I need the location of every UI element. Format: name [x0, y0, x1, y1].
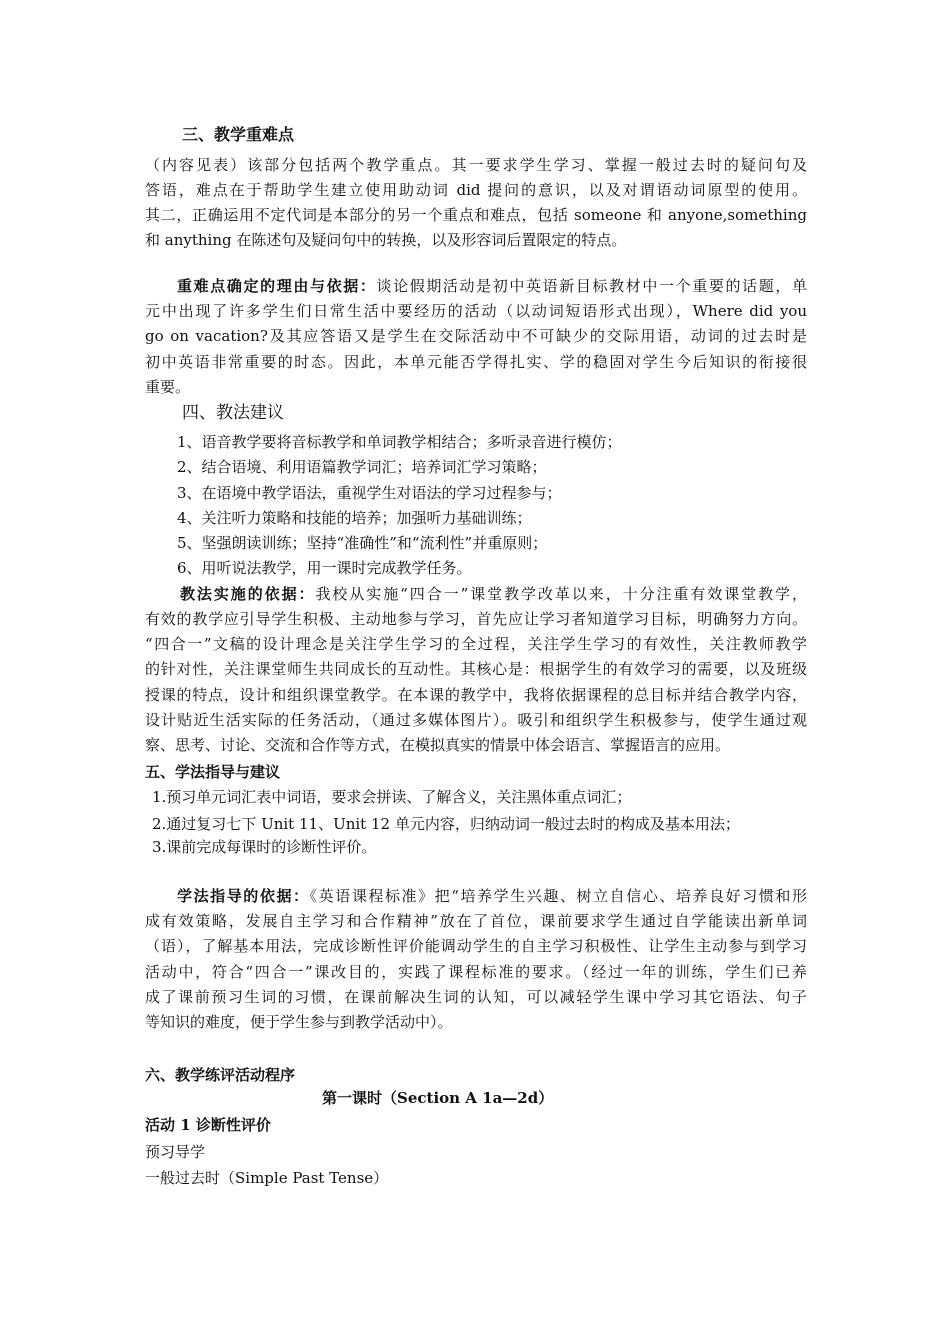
- method-basis-label: 教法实施的依据：: [180, 585, 316, 603]
- preview-label: 预习导学: [145, 1143, 206, 1161]
- sec3-paragraph-line: 其二，正确运用不定代词是本部分的另一个重点和难点，包括 someone 和 anyone,something: [145, 206, 807, 224]
- study-basis-line: 成了课前预习生词的习惯，在课前解决生词的认知，可以减轻学生课中学习其它语法、句子: [145, 988, 807, 1006]
- method-basis-line: 有效的教学应引导学生积极、主动地参与学习，首先应让学习者知道学习目标，明确努力方向。: [145, 610, 807, 628]
- reason-line: 初中英语非常重要的时态。因此，本单元能否学得扎实、学的稳固对学生今后知识的衔接很: [145, 353, 807, 371]
- reason-line: go on vacation?及其应答语又是学生在交际活动中不可缺少的交际用语，动词的过去时是: [145, 327, 807, 345]
- tense-label: 一般过去时（Simple Past Tense）: [145, 1169, 389, 1187]
- method-basis-line: 设计贴近生活实际的任务活动，（通过多媒体图片）。吸引和组织学生积极参与，使学生通过观: [145, 711, 807, 729]
- reason-line: 重要。: [145, 378, 191, 396]
- reason-first-line: [177, 276, 807, 296]
- method-item: 5、坚强朗读训练；坚持“准确性”和“流利性”并重原则；: [177, 534, 548, 552]
- activity-title: 活动 1 诊断性评价: [145, 1116, 271, 1134]
- section-4-heading: 四、教法建议: [182, 403, 284, 423]
- reason-text: 谈论假期活动是初中英语新目标教材中一个重要的话题，单: [376, 277, 807, 295]
- method-basis-line: 授课的特点，设计和组织课堂教学。在本课的教学中，我将依据课程的总目标并结合教学内容，: [145, 686, 807, 704]
- method-basis-line: “四合一”文稿的设计理念是关注学生学习的全过程，关注学生学习的有效性，关注教师教学: [145, 635, 807, 653]
- method-item: 3、在语境中教学语法，重视学生对语法的学习过程参与；: [177, 484, 562, 502]
- study-item: 2.通过复习七下 Unit 11、Unit 12 单元内容，归纳动词一般过去时的构成及基本用法；: [152, 815, 740, 833]
- method-item: 4、关注听力策略和技能的培养；加强听力基础训练；: [177, 509, 532, 527]
- sec3-paragraph-line: 和 anything 在陈述句及疑问句中的转换，以及形容词后置限定的特点。: [145, 231, 627, 249]
- study-basis-line: 成有效策略，发展自主学习和合作精神”放在了首位，课前要求学生通过自学能读出新单词: [145, 912, 807, 930]
- study-basis-first-line: [177, 886, 807, 906]
- study-basis-line: （语），了解基本用法，完成诊断性评价能调动学生的自主学习积极性、让学生主动参与到学习: [145, 937, 807, 955]
- sec3-paragraph-line: 答语，难点在于帮助学生建立使用助动词 did 提问的意识，以及对谓语动词原型的使用。: [145, 181, 807, 199]
- section-5-heading: 五、学法指导与建议: [145, 763, 281, 781]
- method-item: 6、用听说法教学，用一课时完成教学任务。: [177, 559, 472, 577]
- section-3-heading: 三、教学重难点: [182, 125, 295, 144]
- method-basis-text: 我校从实施“四合一”课堂教学改革以来，十分注重有效课堂教学，: [315, 585, 807, 603]
- method-item: 2、结合语境、利用语篇教学词汇；培养词汇学习策略；: [177, 458, 547, 476]
- lesson-title: 第一课时（Section A 1a—2d）: [322, 1089, 554, 1107]
- study-basis-text: 《英语课程标准》把“培养学生兴趣、树立自信心、培养良好习惯和形: [309, 887, 807, 905]
- sec3-paragraph-line: （内容见表）该部分包括两个教学重点。其一要求学生学习、掌握一般过去时的疑问句及: [145, 156, 807, 174]
- method-item: 1、语音教学要将音标教学和单词教学相结合；多听录音进行模仿；: [177, 433, 622, 451]
- study-basis-line: 活动中，符合“四合一”课改目的，实践了课程标准的要求。（经过一年的训练，学生们已养: [145, 963, 807, 981]
- section-6-heading: 六、教学练评活动程序: [145, 1066, 296, 1084]
- method-basis-line: 的针对性，关注课堂师生共同成长的互动性。其核心是：根据学生的有效学习的需要，以及班级: [145, 660, 807, 678]
- study-item: 3.课前完成每课时的诊断性评价。: [152, 838, 377, 856]
- study-basis-line: 等知识的难度，便于学生参与到教学活动中）。: [145, 1013, 453, 1031]
- study-basis-label: 学法指导的依据：: [177, 887, 310, 905]
- reason-label: 重难点确定的理由与依据：: [177, 277, 377, 295]
- method-basis-line: 察、思考、讨论、交流和合作等方式，在模拟真实的情景中体会语言、掌握语言的应用。: [145, 736, 731, 754]
- study-item: 1.预习单元词汇表中词语，要求会拼读、了解含义，关注黑体重点词汇；: [152, 788, 632, 806]
- method-basis-first-line: [180, 584, 807, 604]
- reason-line: 元中出现了许多学生们日常生活中要经历的活动（以动词短语形式出现），Where did you: [145, 302, 807, 320]
